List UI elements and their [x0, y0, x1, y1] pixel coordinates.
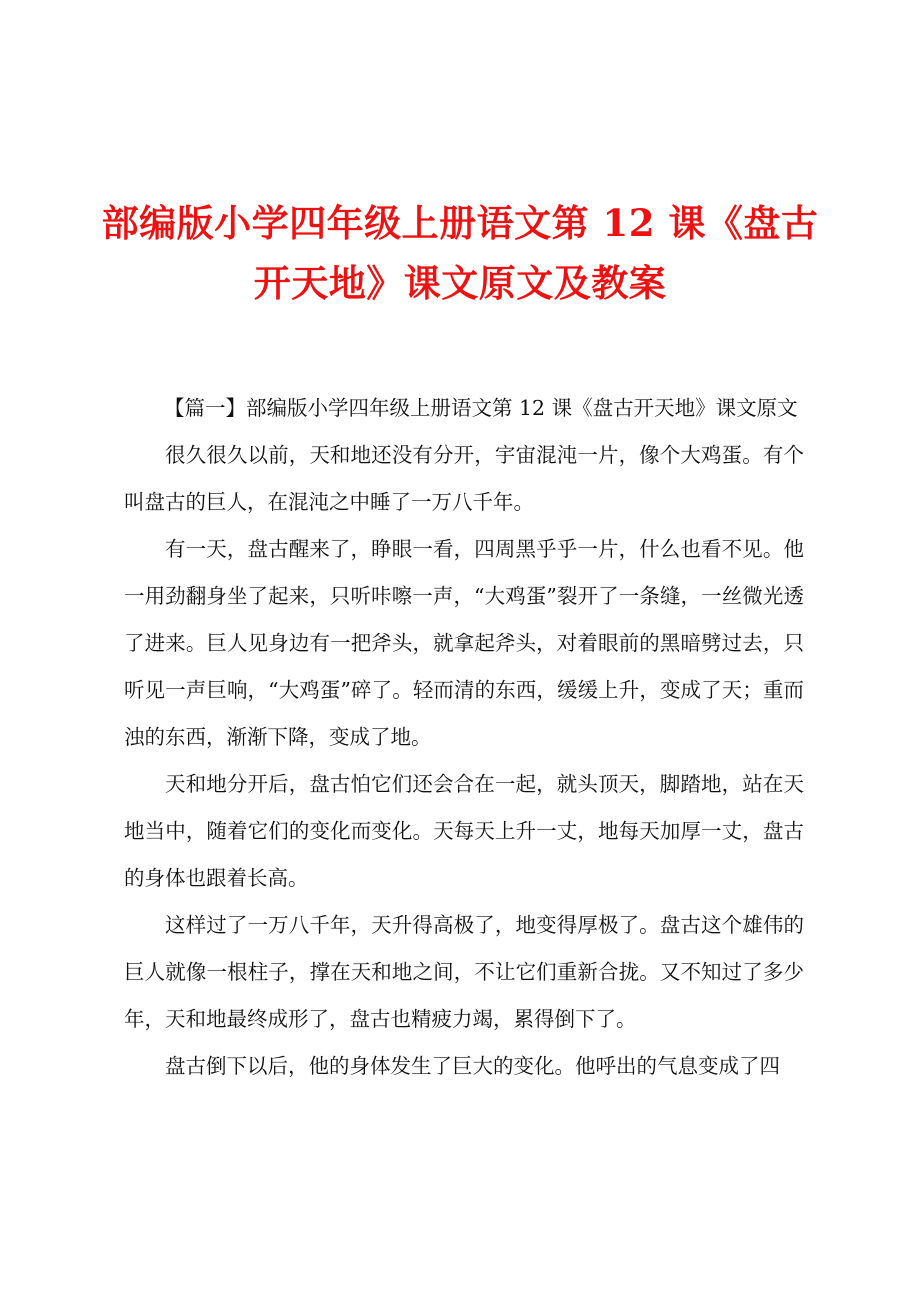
paragraph-3: 天和地分开后，盘古怕它们还会合在一起，就头顶天，脚踏地，站在天地当中，随着它们的变化而变化。天每天上升一丈，地每天加厚一丈，盘古的身体也跟着长高。: [124, 772, 804, 890]
paragraph-1: 很久很久以前，天和地还没有分开，宇宙混沌一片，像个大鸡蛋。有个叫盘古的巨人，在混沌之中睡了一万八千年。: [124, 443, 804, 514]
paragraph-4: 这样过了一万八千年，天升得高极了，地变得厚极了。盘古这个雄伟的巨人就像一根柱子，撑在天和地之间，不让它们重新合拢。又不知过了多少年，天和地最终成形了，盘古也精疲力竭，累得倒下了。: [124, 913, 804, 1031]
paragraph-2: 有一天，盘古醒来了，睁眼一看，四周黑乎乎一片，什么也看不见。他一用劲翻身坐了起来，只听咔嚓一声，“大鸡蛋”裂开了一条缝，一丝微光透了进来。巨人见身边有一把斧头，就拿起斧头，对着眼前的黑暗劈过去，只听见一声巨响，“大鸡蛋”碎了。轻而清的东西，缓缓上升，变成了天；重而浊的东西，渐渐下降，变成了地。: [124, 537, 804, 749]
section-heading: 【篇一】部编版小学四年级上册语文第 12 课《盘古开天地》课文原文: [164, 396, 798, 420]
document-title: 部编版小学四年级上册语文第 12 课《盘古开天地》课文原文及教案: [101, 201, 819, 305]
document-body: [124, 385, 804, 1090]
paragraph-5: 盘古倒下以后，他的身体发生了巨大的变化。他呼出的气息变成了四: [165, 1054, 780, 1078]
